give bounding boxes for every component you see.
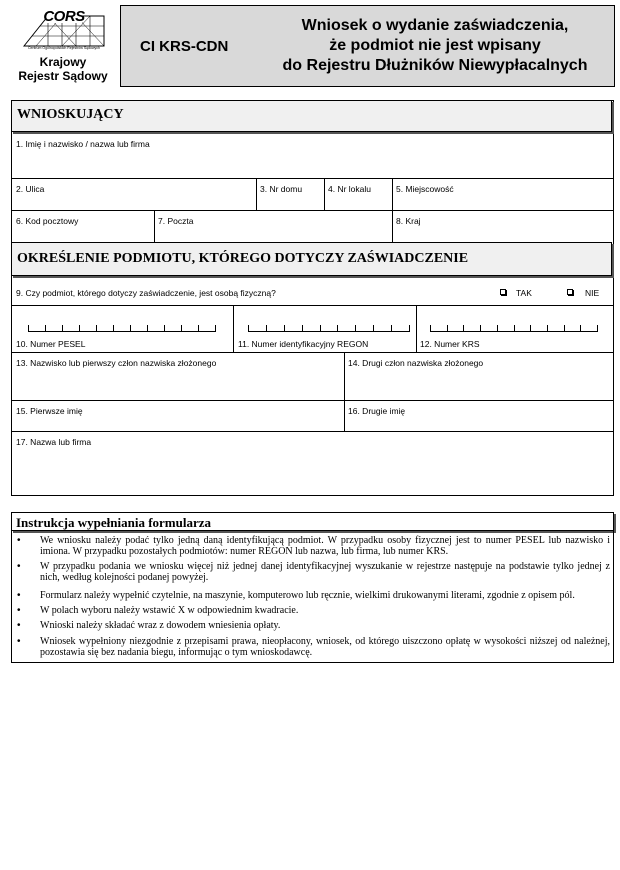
divider — [11, 431, 614, 432]
instruction-item-4: W polach wyboru należy wstawić X w odpowiednim kwadracie. — [40, 605, 299, 616]
field-country-input[interactable] — [394, 226, 612, 242]
comb-tick — [28, 325, 29, 331]
field-second-name-label: 16. Drugie imię — [348, 406, 406, 416]
checkbox-yes[interactable] — [500, 289, 506, 295]
checkbox-no-label: NIE — [585, 288, 600, 298]
comb-tick — [62, 325, 63, 331]
instruction-item-2: W przypadku podania we wniosku więcej niż jednej danej identyfikacyjnej wyszukanie w rejestrze następuje na podstawie tylko jednej z nich, według kolejności podanej powyżej. — [40, 561, 610, 583]
comb-tick — [409, 325, 410, 331]
comb-tick — [248, 325, 249, 331]
registry-line-1: Krajowy — [39, 55, 87, 69]
registry-line-2: Rejestr Sądowy — [18, 69, 108, 83]
checkbox-no[interactable] — [567, 289, 573, 295]
bullet-icon: • — [17, 620, 21, 631]
form-code: CI KRS-CDN — [140, 38, 229, 55]
field-name-input[interactable] — [12, 150, 613, 178]
instruction-item-5: Wnioski należy składać wraz z dowodem wniesienia opłaty. — [40, 620, 281, 631]
divider — [11, 352, 614, 353]
comb-tick — [181, 325, 182, 331]
field-street-label: 2. Ulica — [16, 184, 45, 194]
form-title-line-1: Wniosek o wydanie zaświadczenia, — [301, 17, 569, 34]
field-house-no-input[interactable] — [258, 194, 324, 210]
divider — [11, 210, 614, 211]
field-surname-label: 13. Nazwisko lub pierwszy człon nazwiska złożonego — [16, 358, 217, 368]
instruction-item-3: Formularz należy wypełnić czytelnie, na maszynie, komputerowo lub ręcznie, wielkimi drukowanymi literami, zgodnie z opisem pól. — [40, 590, 575, 601]
field-name-label: 1. Imię i nazwisko / nazwa lub firma — [16, 139, 150, 149]
field-surname-input[interactable] — [12, 370, 342, 400]
field-surname-second-label: 14. Drugi człon nazwiska złożonego — [348, 358, 484, 368]
field-first-name-input[interactable] — [12, 416, 342, 430]
field-post-office-label: 7. Poczta — [158, 216, 194, 226]
field-company-name-input[interactable] — [12, 448, 613, 494]
comb-tick — [147, 325, 148, 331]
comb-tick — [215, 325, 216, 331]
comb-tick — [266, 325, 267, 331]
field-post-office-input[interactable] — [156, 226, 390, 242]
comb-tick — [198, 325, 199, 331]
field-apartment-no-label: 4. Nr lokalu — [328, 184, 371, 194]
section-title-applicant: WNIOSKUJĄCY — [11, 100, 612, 132]
comb-tick — [355, 325, 356, 331]
divider — [11, 400, 614, 401]
comb-tick — [284, 325, 285, 331]
comb-tick — [564, 325, 565, 331]
comb-tick — [463, 325, 464, 331]
comb-tick — [497, 325, 498, 331]
comb-tick — [580, 325, 581, 331]
pesel-comb-input[interactable] — [28, 326, 216, 332]
field-country-label: 8. Kraj — [396, 216, 421, 226]
comb-tick — [79, 325, 80, 331]
comb-tick — [96, 325, 97, 331]
field-city-input[interactable] — [394, 194, 612, 210]
comb-tick — [447, 325, 448, 331]
field-regon-label: 11. Numer identyfikacyjny REGON — [238, 339, 369, 349]
form-title-line-2: że podmiot nie jest wpisany — [329, 37, 541, 54]
bullet-icon: • — [17, 605, 21, 616]
divider — [344, 352, 345, 431]
divider — [233, 305, 234, 352]
comb-tick — [302, 325, 303, 331]
field-apartment-no-input[interactable] — [326, 194, 392, 210]
field-postal-code-input[interactable] — [12, 226, 152, 242]
logo-subtext: Centrum Ogólnopolskich Rejestrów Sądowych — [28, 46, 100, 50]
bullet-icon: • — [17, 636, 21, 647]
comb-tick — [113, 325, 114, 331]
field-street-input[interactable] — [12, 194, 256, 210]
divider — [11, 305, 614, 306]
logo-text: CORS — [43, 8, 85, 25]
comb-tick — [45, 325, 46, 331]
divider — [154, 210, 155, 242]
section-title-subject: OKREŚLENIE PODMIOTU, KTÓREGO DOTYCZY ZAŚWIADCZENIE — [11, 242, 612, 276]
question-natural-person-label: 9. Czy podmiot, którego dotyczy zaświadczenie, jest osobą fizyczną? — [16, 288, 276, 298]
divider — [11, 178, 614, 179]
field-company-name-label: 17. Nazwa lub firma — [16, 437, 92, 447]
divider — [256, 178, 257, 210]
comb-tick — [597, 325, 598, 331]
comb-tick — [530, 325, 531, 331]
field-surname-second-input[interactable] — [346, 370, 612, 400]
regon-comb-input[interactable] — [248, 326, 410, 332]
comb-tick — [430, 325, 431, 331]
field-house-no-label: 3. Nr domu — [260, 184, 303, 194]
comb-tick — [164, 325, 165, 331]
comb-tick — [337, 325, 338, 331]
comb-tick — [514, 325, 515, 331]
field-city-label: 5. Miejscowość — [396, 184, 454, 194]
divider — [324, 178, 325, 210]
instructions-title: Instrukcja wypełniania formularza — [11, 512, 614, 531]
bullet-icon: • — [17, 535, 21, 546]
comb-tick — [480, 325, 481, 331]
checkbox-yes-label: TAK — [516, 288, 532, 298]
field-postal-code-label: 6. Kod pocztowy — [16, 216, 79, 226]
field-second-name-input[interactable] — [346, 416, 612, 430]
bullet-icon: • — [17, 561, 21, 572]
field-krs-label: 12. Numer KRS — [420, 339, 480, 349]
comb-tick — [373, 325, 374, 331]
krs-comb-input[interactable] — [430, 326, 598, 332]
divider — [416, 305, 417, 352]
field-pesel-label: 10. Numer PESEL — [16, 339, 86, 349]
instruction-item-6: Wniosek wypełniony niezgodnie z przepisami prawa, nieopłacony, wniosek, od którego uiszczono opłatę w wysokości niższej od należnej, pozostawia się bez nadania biegu, informując o tym wnioskodawcę. — [40, 636, 610, 658]
comb-tick — [547, 325, 548, 331]
form-title-line-3: do Rejestru Dłużników Niewypłacalnych — [282, 57, 588, 74]
comb-tick — [320, 325, 321, 331]
instruction-item-1: We wniosku należy podać tylko jedną daną identyfikującą podmiot. W przypadku osoby fizycznej jest to numer PESEL lub nazwisko i imiona. W przypadku pozostałych podmiotów: numer REGON lub nazwa, lub firma, lub numer KRS. — [40, 535, 610, 557]
field-first-name-label: 15. Pierwsze imię — [16, 406, 83, 416]
comb-tick — [391, 325, 392, 331]
bullet-icon: • — [17, 590, 21, 601]
comb-tick — [130, 325, 131, 331]
